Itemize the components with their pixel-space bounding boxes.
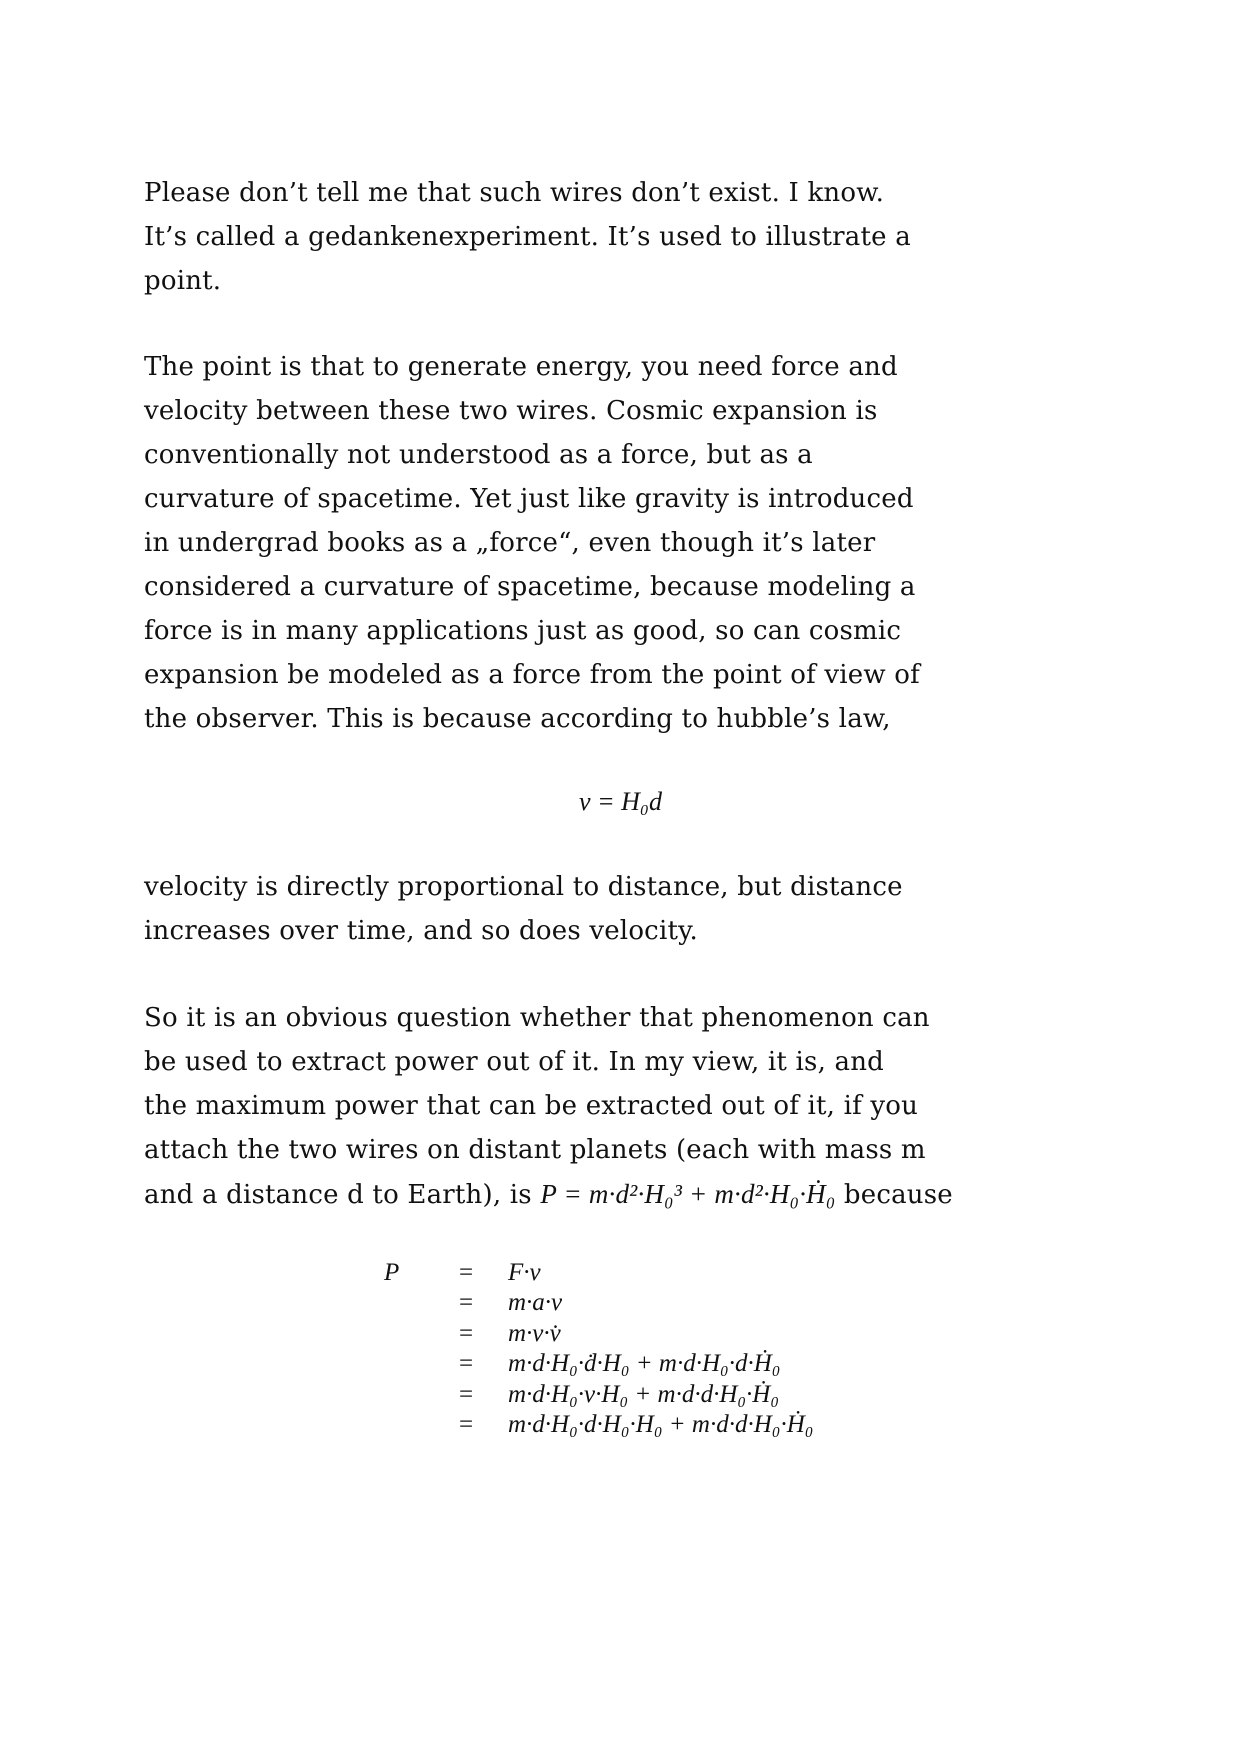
equals-sign: = xyxy=(458,1289,474,1317)
power-derivation-equations xyxy=(384,1258,813,1440)
paragraph-4 xyxy=(144,996,1104,1217)
equation-lhs xyxy=(384,1380,424,1410)
equation-row xyxy=(384,1380,813,1410)
equation-lhs xyxy=(384,1349,424,1379)
equation-lhs xyxy=(384,1410,424,1440)
equation-row xyxy=(384,1349,813,1379)
text-line: increases over time, and so does velocity. xyxy=(144,916,699,946)
hubble-law-equation: v = H₀d xyxy=(579,787,662,816)
equals-sign: = xyxy=(458,1319,474,1347)
text-fragment: because xyxy=(835,1180,953,1210)
equation-lhs: P xyxy=(384,1259,400,1286)
text-line: the observer. This is because according to hubble’s law, xyxy=(144,704,891,734)
text-line: in undergrad books as a „force“, even though it’s later xyxy=(144,528,876,558)
text-line: considered a curvature of spacetime, because modeling a xyxy=(144,572,916,602)
text-line: Please don’t tell me that such wires don’t exist. I know. xyxy=(144,178,885,208)
text-line: attach the two wires on distant planets (each with mass m xyxy=(144,1135,926,1165)
equation-row xyxy=(384,1410,813,1440)
equation-rhs: m·d·H₀·d·H₀·H₀ + m·d·d·H₀·Ḣ₀ xyxy=(508,1411,814,1439)
equals-sign: = xyxy=(458,1380,474,1408)
equals-sign: = xyxy=(458,1350,474,1378)
text-line: So it is an obvious question whether that phenomenon can xyxy=(144,1003,930,1033)
paragraph-1 xyxy=(144,171,1104,303)
equation-rhs: F·v xyxy=(508,1259,541,1286)
equation-rhs: m·a·v xyxy=(508,1289,563,1317)
equals-sign: = xyxy=(458,1259,474,1286)
text-line: curvature of spacetime. Yet just like gravity is introduced xyxy=(144,484,914,514)
text-fragment: and a distance d to Earth), is xyxy=(144,1180,541,1210)
text-line: be used to extract power out of it. In my view, it is, and xyxy=(144,1047,885,1077)
text-line: It’s called a gedankenexperiment. It’s used to illustrate a xyxy=(144,222,911,252)
equation-rhs: m·d·H₀·v·H₀ + m·d·d·H₀·Ḣ₀ xyxy=(508,1380,780,1408)
text-line: expansion be modeled as a force from the point of view of xyxy=(144,660,920,690)
text-line: the maximum power that can be extracted out of it, if you xyxy=(144,1091,919,1121)
equation-row xyxy=(384,1288,813,1318)
text-line: velocity between these two wires. Cosmic expansion is xyxy=(144,396,878,426)
equation-rhs: m·d·H₀·ḋ·H₀ + m·d·H₀·d·Ḣ₀ xyxy=(508,1350,781,1378)
equation-lhs xyxy=(384,1319,424,1349)
max-power-inline-equation: P = m·d²·H₀³ + m·d²·H₀·Ḣ₀ xyxy=(540,1179,836,1209)
equation-lhs xyxy=(384,1288,424,1318)
text-line: conventionally not understood as a force, but as a xyxy=(144,440,813,470)
text-line: velocity is directly proportional to distance, but distance xyxy=(144,872,903,902)
text-line: point. xyxy=(144,266,222,296)
equation-row xyxy=(384,1258,813,1288)
equation-rhs: m·v·v̇ xyxy=(508,1319,561,1347)
paragraph-3 xyxy=(144,865,1104,953)
equation-row xyxy=(384,1319,813,1349)
paragraph-2 xyxy=(144,345,1104,741)
equals-sign: = xyxy=(458,1411,474,1439)
text-line: The point is that to generate energy, you need force and xyxy=(144,352,898,382)
text-line-with-inline-math xyxy=(144,1172,1104,1217)
text-line: force is in many applications just as good, so can cosmic xyxy=(144,616,902,646)
